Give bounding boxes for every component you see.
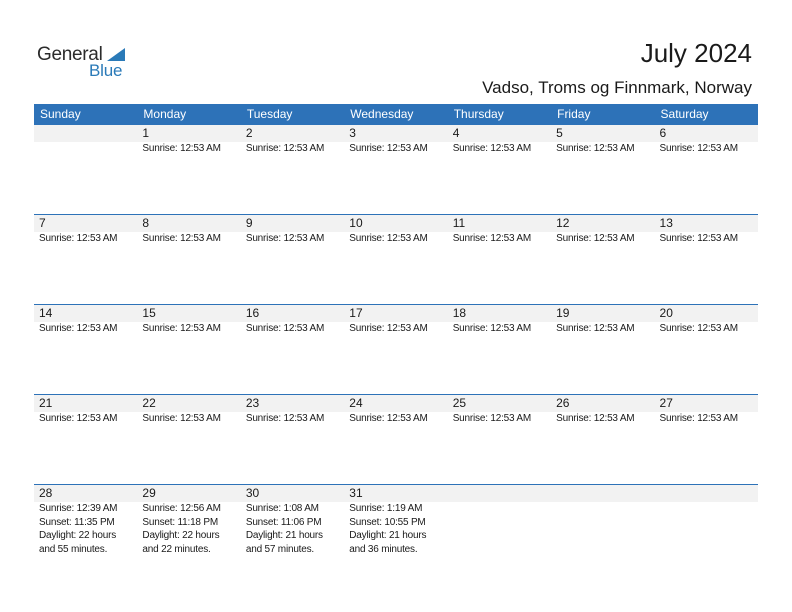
- day-number: 14: [34, 305, 137, 322]
- day-number: [551, 485, 654, 502]
- calendar-grid: [34, 104, 758, 575]
- calendar-day-cell: [241, 125, 344, 214]
- day-info-line: Sunrise: 12:53 AM: [349, 323, 428, 334]
- calendar-day-cell: [655, 215, 758, 304]
- calendar-day-cell: [448, 395, 551, 484]
- calendar-week-row: [34, 395, 758, 485]
- day-info-line: Daylight: 22 hours: [39, 530, 117, 541]
- day-info-line: Sunrise: 1:19 AM: [349, 503, 423, 514]
- day-number: 5: [551, 125, 654, 142]
- day-info-line: and 22 minutes.: [142, 543, 211, 555]
- calendar-day-cell: [241, 395, 344, 484]
- day-info-line: Sunrise: 12:53 AM: [452, 143, 532, 154]
- day-number: [655, 485, 758, 502]
- day-number: 13: [655, 215, 758, 232]
- day-number: 9: [241, 215, 344, 232]
- calendar-day-cell: [137, 125, 240, 214]
- day-info-line: Sunrise: 12:53 AM: [659, 323, 738, 334]
- calendar-empty-cell: [448, 485, 551, 575]
- day-info-line: and 36 minutes.: [349, 543, 418, 555]
- day-info-line: Sunrise: 1:08 AM: [245, 503, 319, 514]
- calendar-empty-cell: [655, 485, 758, 575]
- day-number: 27: [655, 395, 758, 412]
- calendar-day-cell: [344, 125, 447, 214]
- day-info-line: Sunrise: 12:53 AM: [142, 413, 221, 424]
- calendar-day-cell: [551, 215, 654, 304]
- logo-general-text: General: [37, 44, 103, 65]
- day-info-line: Sunrise: 12:53 AM: [556, 323, 635, 334]
- day-number: 11: [448, 215, 551, 232]
- day-number: 4: [448, 125, 551, 142]
- calendar-day-cell: [344, 215, 447, 304]
- calendar-day-cell: [655, 125, 758, 214]
- day-number: 1: [137, 125, 240, 142]
- calendar-empty-cell: [34, 125, 137, 214]
- calendar-day-cell: [241, 215, 344, 304]
- day-number: 23: [241, 395, 344, 412]
- day-info-line: Sunrise: 12:53 AM: [245, 323, 325, 334]
- day-number: [34, 125, 137, 142]
- calendar-week-row: [34, 305, 758, 395]
- day-number: 18: [448, 305, 551, 322]
- day-info-line: Sunrise: 12:53 AM: [349, 143, 428, 154]
- day-info-line: Sunrise: 12:53 AM: [452, 413, 532, 424]
- day-number: 19: [551, 305, 654, 322]
- day-info-line: and 55 minutes.: [39, 543, 108, 555]
- calendar-day-cell: [34, 305, 137, 394]
- day-info-line: Sunrise: 12:53 AM: [142, 323, 221, 334]
- day-info-line: Sunset: 11:18 PM: [142, 516, 218, 528]
- calendar-day-cell: [551, 395, 654, 484]
- calendar-day-cell: [137, 215, 240, 304]
- day-number: 17: [344, 305, 447, 322]
- calendar-day-cell: [137, 395, 240, 484]
- weekday-wednesday: Wednesday: [350, 107, 414, 121]
- calendar-day-cell: [448, 305, 551, 394]
- day-info-line: Sunset: 10:55 PM: [349, 516, 426, 528]
- day-number: 30: [241, 485, 344, 502]
- day-number: 21: [34, 395, 137, 412]
- day-info-line: Sunrise: 12:53 AM: [142, 143, 221, 154]
- calendar-day-cell: [34, 215, 137, 304]
- weekday-header: [34, 104, 758, 125]
- day-number: 16: [241, 305, 344, 322]
- day-number: 12: [551, 215, 654, 232]
- calendar-day-cell: [241, 305, 344, 394]
- day-number: 8: [137, 215, 240, 232]
- day-info-line: Sunrise: 12:53 AM: [39, 413, 118, 424]
- day-info-line: Sunrise: 12:53 AM: [39, 323, 118, 334]
- day-number: 29: [137, 485, 240, 502]
- day-info-line: Sunset: 11:06 PM: [245, 516, 322, 528]
- day-number: 22: [137, 395, 240, 412]
- day-number: 15: [137, 305, 240, 322]
- weekday-saturday: Saturday: [660, 107, 709, 121]
- day-info-line: Sunrise: 12:53 AM: [245, 143, 325, 154]
- day-info-line: Sunrise: 12:53 AM: [659, 233, 738, 244]
- day-number: 25: [448, 395, 551, 412]
- weekday-sunday: Sunday: [40, 107, 81, 121]
- day-info-line: Sunrise: 12:53 AM: [349, 413, 428, 424]
- day-info-line: Daylight: 22 hours: [142, 530, 220, 541]
- calendar-week-row: [34, 485, 758, 575]
- calendar-day-cell: [34, 485, 137, 575]
- day-info-line: Sunset: 11:35 PM: [39, 516, 115, 528]
- calendar-day-cell: [344, 395, 447, 484]
- day-number: 26: [551, 395, 654, 412]
- day-number: [448, 485, 551, 502]
- day-info-line: Sunrise: 12:53 AM: [556, 143, 635, 154]
- day-info-line: Sunrise: 12:53 AM: [556, 233, 635, 244]
- page-title: July 2024: [640, 38, 752, 68]
- logo-triangle-icon: [107, 48, 125, 61]
- day-info-line: Sunrise: 12:53 AM: [245, 413, 325, 424]
- day-info-line: Sunrise: 12:53 AM: [556, 413, 635, 424]
- calendar-week-row: [34, 125, 758, 215]
- weekday-thursday: Thursday: [453, 107, 504, 121]
- calendar-day-cell: [448, 125, 551, 214]
- day-info-line: Sunrise: 12:53 AM: [142, 233, 221, 244]
- weekday-friday: Friday: [557, 107, 591, 121]
- calendar-day-cell: [344, 485, 447, 575]
- calendar-day-cell: [551, 305, 654, 394]
- calendar-day-cell: [241, 485, 344, 575]
- day-number: 7: [34, 215, 137, 232]
- logo-blue-text: Blue: [89, 61, 123, 80]
- day-number: 6: [655, 125, 758, 142]
- day-info-line: Sunrise: 12:39 AM: [39, 503, 118, 514]
- day-info-line: and 57 minutes.: [245, 543, 315, 555]
- calendar-day-cell: [137, 485, 240, 575]
- day-info-line: Daylight: 21 hours: [245, 530, 323, 541]
- calendar-week-row: [34, 215, 758, 305]
- logo: [37, 44, 137, 80]
- day-number: 31: [344, 485, 447, 502]
- day-info-line: Sunrise: 12:53 AM: [659, 413, 738, 424]
- calendar-day-cell: [448, 215, 551, 304]
- day-info-line: Sunrise: 12:56 AM: [142, 503, 221, 514]
- calendar-weeks: [34, 125, 758, 575]
- day-number: 28: [34, 485, 137, 502]
- location-subtitle: Vadso, Troms og Finnmark, Norway: [482, 78, 752, 97]
- day-info-line: Sunrise: 12:53 AM: [39, 233, 118, 244]
- calendar-empty-cell: [551, 485, 654, 575]
- day-number: 24: [344, 395, 447, 412]
- calendar-day-cell: [137, 305, 240, 394]
- weekday-monday: Monday: [143, 107, 187, 121]
- day-number: 3: [344, 125, 447, 142]
- calendar-day-cell: [34, 395, 137, 484]
- day-info-line: Sunrise: 12:53 AM: [349, 233, 428, 244]
- day-info-line: Sunrise: 12:53 AM: [452, 323, 532, 334]
- day-info-line: Sunrise: 12:53 AM: [452, 233, 532, 244]
- calendar-day-cell: [551, 125, 654, 214]
- calendar-day-cell: [344, 305, 447, 394]
- day-info-line: Sunrise: 12:53 AM: [659, 143, 738, 154]
- weekday-tuesday: Tuesday: [246, 107, 293, 121]
- day-info-line: Sunrise: 12:53 AM: [245, 233, 325, 244]
- calendar-day-cell: [655, 395, 758, 484]
- day-number: 20: [655, 305, 758, 322]
- day-number: 2: [241, 125, 344, 142]
- calendar-day-cell: [655, 305, 758, 394]
- day-info-line: Daylight: 21 hours: [349, 530, 427, 541]
- day-number: 10: [344, 215, 447, 232]
